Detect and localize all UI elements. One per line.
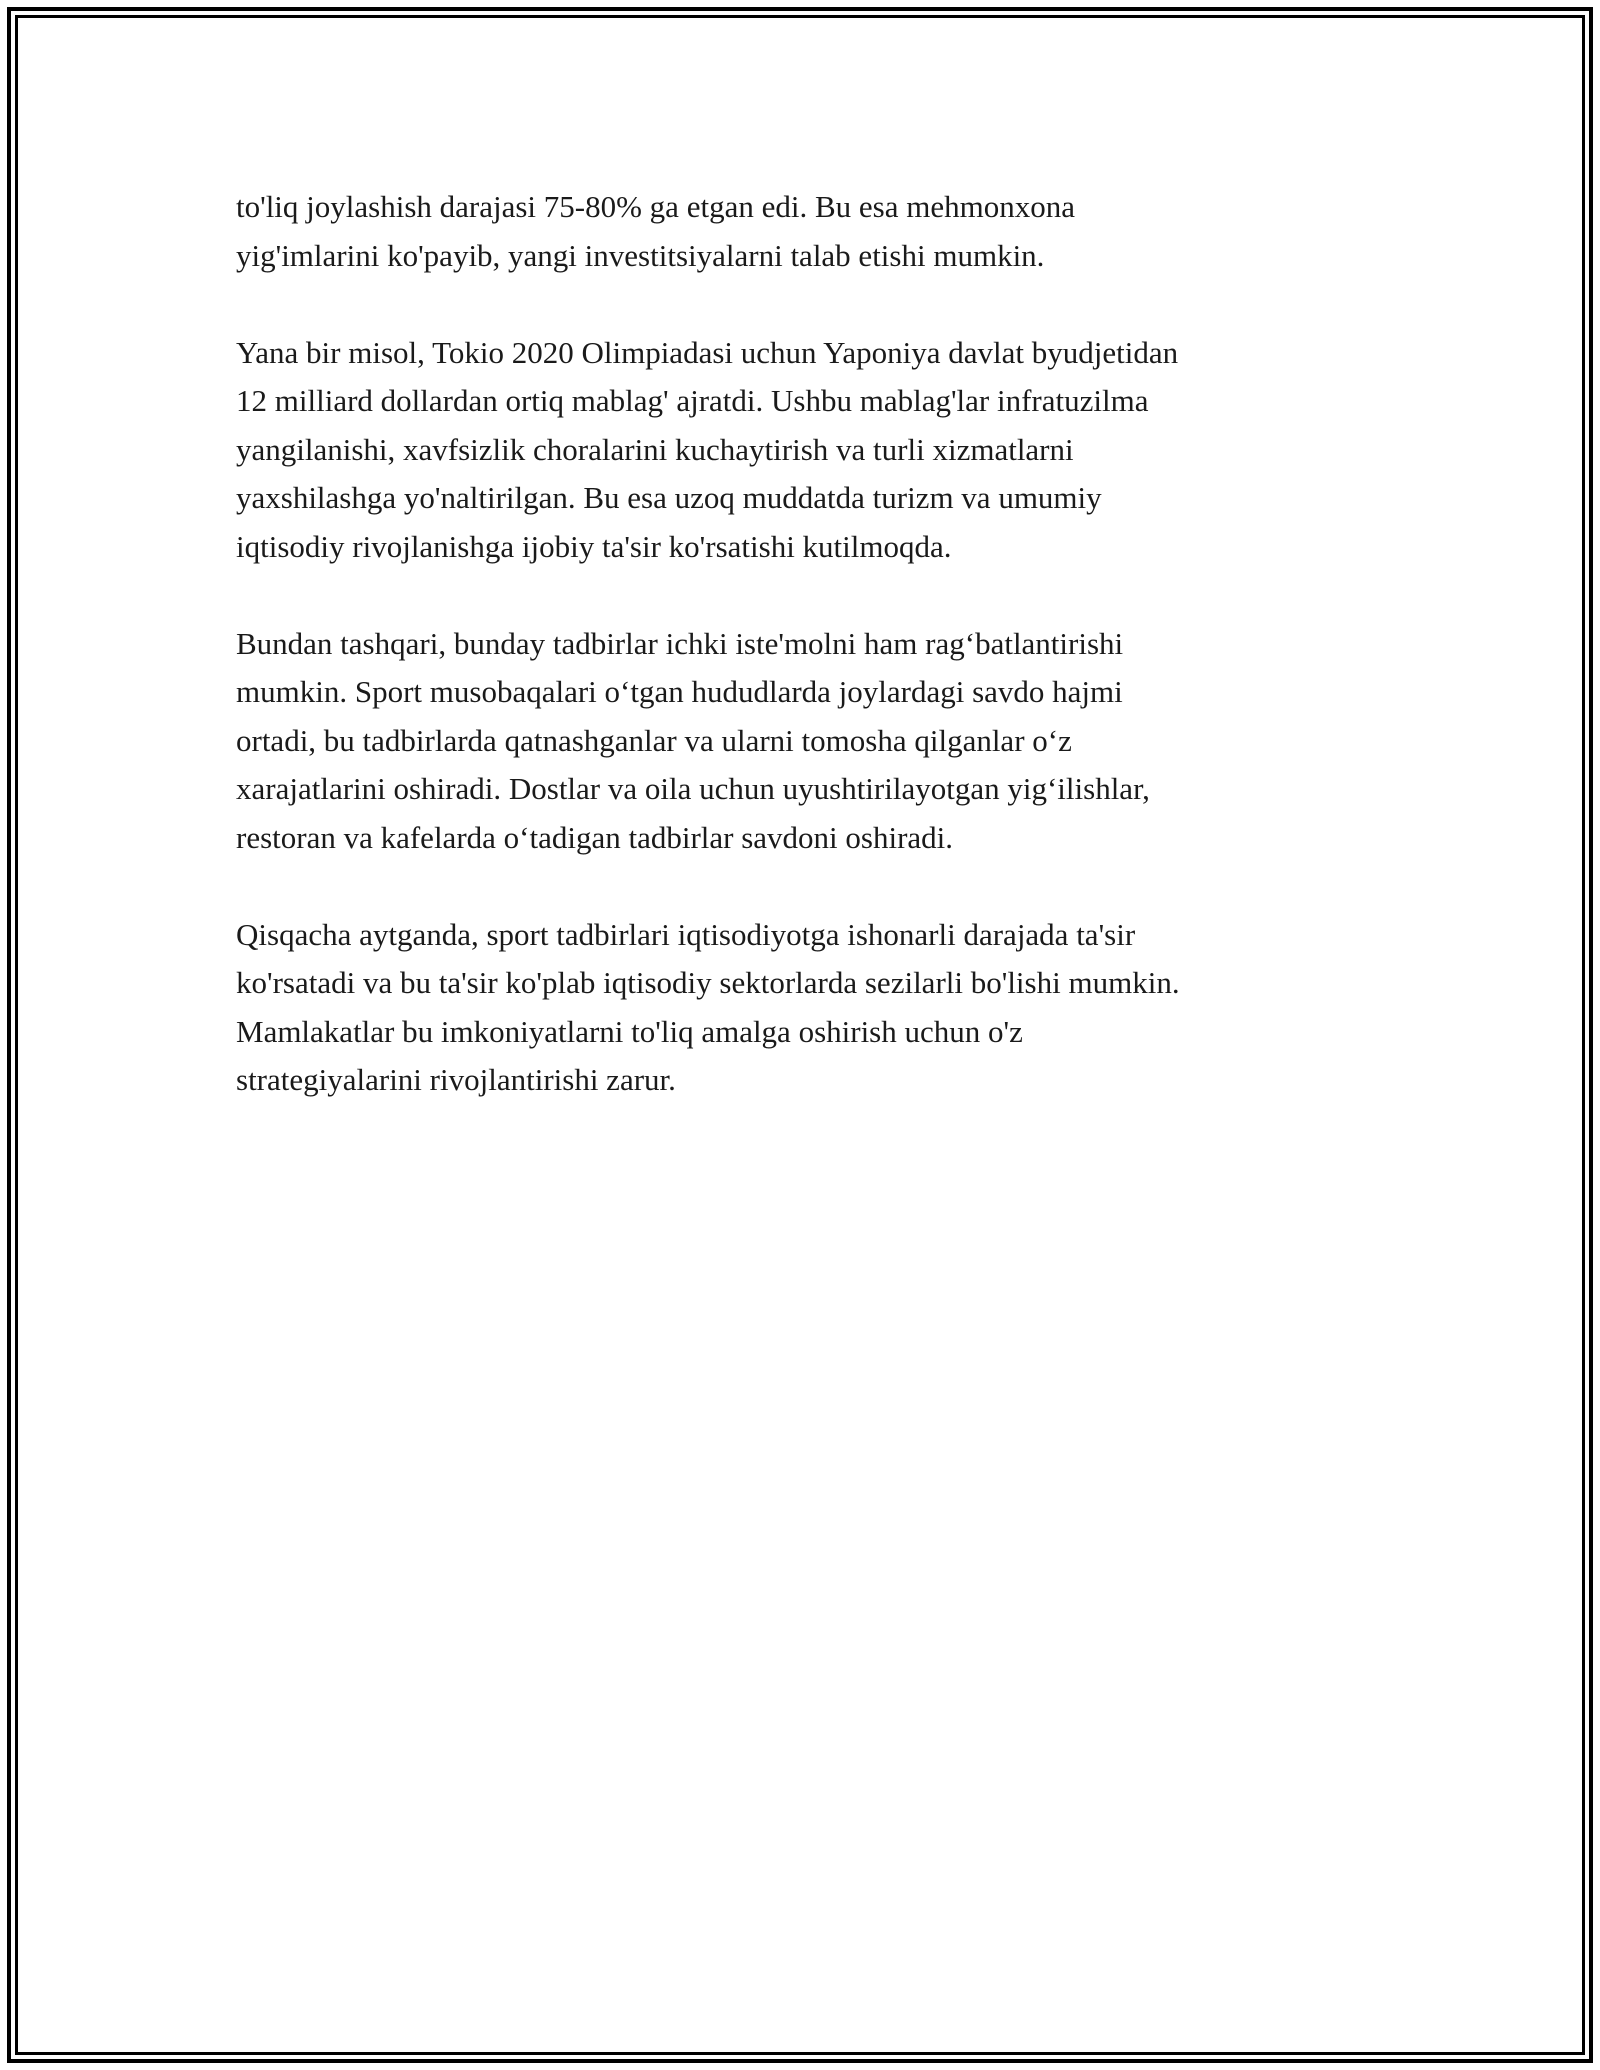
paragraph-conclusion: Qisqacha aytganda, sport tadbirlari iqtisodiyotga ishonarli darajada ta'sir ko'rsatadi va bu ta'sir ko'plab iqtisodiy sektorlarda sezilarli bo'lishi mumkin. Mamlakatlar bu imkoniyatlarni to'liq amalga oshirish uchun o'z strategiyalarini rivojlantirishi zarur. — [236, 916, 1180, 1097]
paragraph-tokyo-olympics: Yana bir misol, Tokio 2020 Olimpiadasi uchun Yaponiya davlat byudjetidan 12 milliard dollardan ortiq mablag' ajratdi. Ushbu mablag'lar infratuzilma yangilanishi, xavfsizlik choralarini kuchaytirish va turli xizmatlarni yaxshilashga yo'naltirilgan. Bu esa uzoq muddatda turizm va umumiy iqtisodiy rivojlanishga ijobiy ta'sir ko'rsatishi kutilmoqda. — [236, 334, 1179, 564]
paragraph-occupancy: to'liq joylashish darajasi 75-80% ga etgan edi. Bu esa mehmonxona yig'imlarini ko'payib, yangi investitsiyalarni talab etishi mumkin. — [236, 189, 1075, 273]
document-body — [236, 183, 1386, 1153]
paragraph-domestic-consumption: Bundan tashqari, bunday tadbirlar ichki iste'molni ham rag‘batlantirishi mumkin. Sport musobaqalari o‘tgan hududlarda joylardagi savdo hajmi ortadi, bu tadbirlarda qatnashganlar va ularni tomosha qilganlar o‘z xarajatlarini oshiradi. Dostlar va oila uchun uyushtirilayotgan yig‘ilishlar, restoran va kafelarda o‘tadigan tadbirlar savdoni oshiradi. — [236, 625, 1150, 855]
